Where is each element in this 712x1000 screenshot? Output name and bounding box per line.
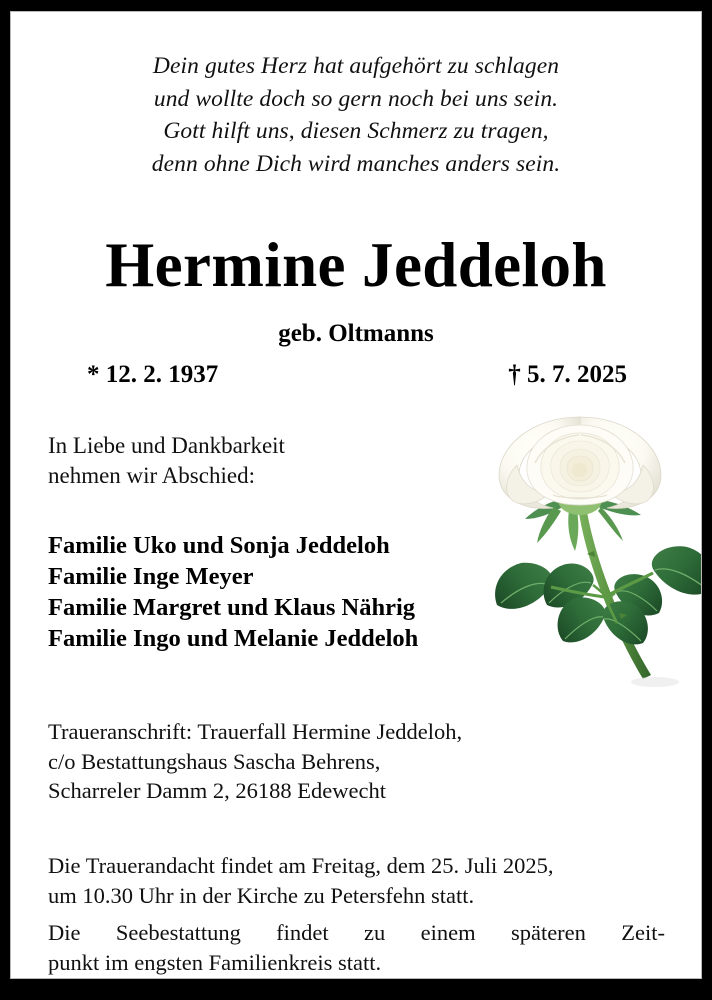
sea-burial-note	[48, 918, 665, 978]
family-line-3: Familie Margret und Klaus Nährig	[48, 594, 416, 621]
maiden-name: geb. Oltmanns	[278, 320, 434, 347]
mourning-address	[48, 717, 462, 806]
poem-line-3: Gott hilft uns, diesen Schmerz zu tragen,	[163, 118, 549, 144]
family-line-4: Familie Ingo und Melanie Jeddeloh	[48, 625, 419, 652]
family-line-1: Familie Uko und Sonja Jeddeloh	[48, 532, 390, 559]
birth-date: * 12. 2. 1937	[87, 361, 219, 388]
deceased-name: Hermine Jeddeloh	[105, 230, 607, 300]
poem-line-2: und wollte doch so gern noch bei uns sein.	[153, 85, 559, 112]
address-line-3: Scharreler Damm 2, 26188 Edewecht	[48, 778, 387, 803]
poem-line-4: denn ohne Dich wird manches anders sein.	[151, 150, 561, 177]
service-line-1: Die Trauerandacht findet am Freitag, dem 25. Juli 2025,	[48, 853, 554, 878]
address-line-2: c/o Bestattungshaus Sascha Behrens,	[48, 748, 381, 774]
notice-inner-frame	[10, 11, 702, 979]
family-line-2: Familie Inge Meyer	[48, 563, 254, 590]
farewell-line-2: nehmen wir Abschied:	[48, 463, 255, 488]
farewell-text	[48, 431, 285, 491]
sea-burial-line-2: punkt im engsten Familienkreis statt.	[48, 950, 382, 975]
farewell-line-1: In Liebe und Dankbarkeit	[48, 433, 285, 458]
poem-line-1: Dein gutes Herz hat aufgehört zu schlagen	[152, 53, 560, 79]
service-line-2: um 10.30 Uhr in der Kirche zu Petersfehn statt.	[48, 883, 475, 908]
family-list	[48, 530, 418, 654]
sea-burial-line-1: Die Seebestattung findet zu einem späteren Zeit-	[48, 920, 665, 945]
white-rose-icon	[491, 407, 702, 692]
address-line-1: Traueranschrift: Trauerfall Hermine Jeddeloh,	[48, 719, 463, 744]
funeral-service-details	[48, 851, 668, 911]
memorial-poem	[11, 50, 701, 180]
life-dates	[87, 360, 627, 390]
death-date: † 5. 7. 2025	[508, 361, 627, 388]
